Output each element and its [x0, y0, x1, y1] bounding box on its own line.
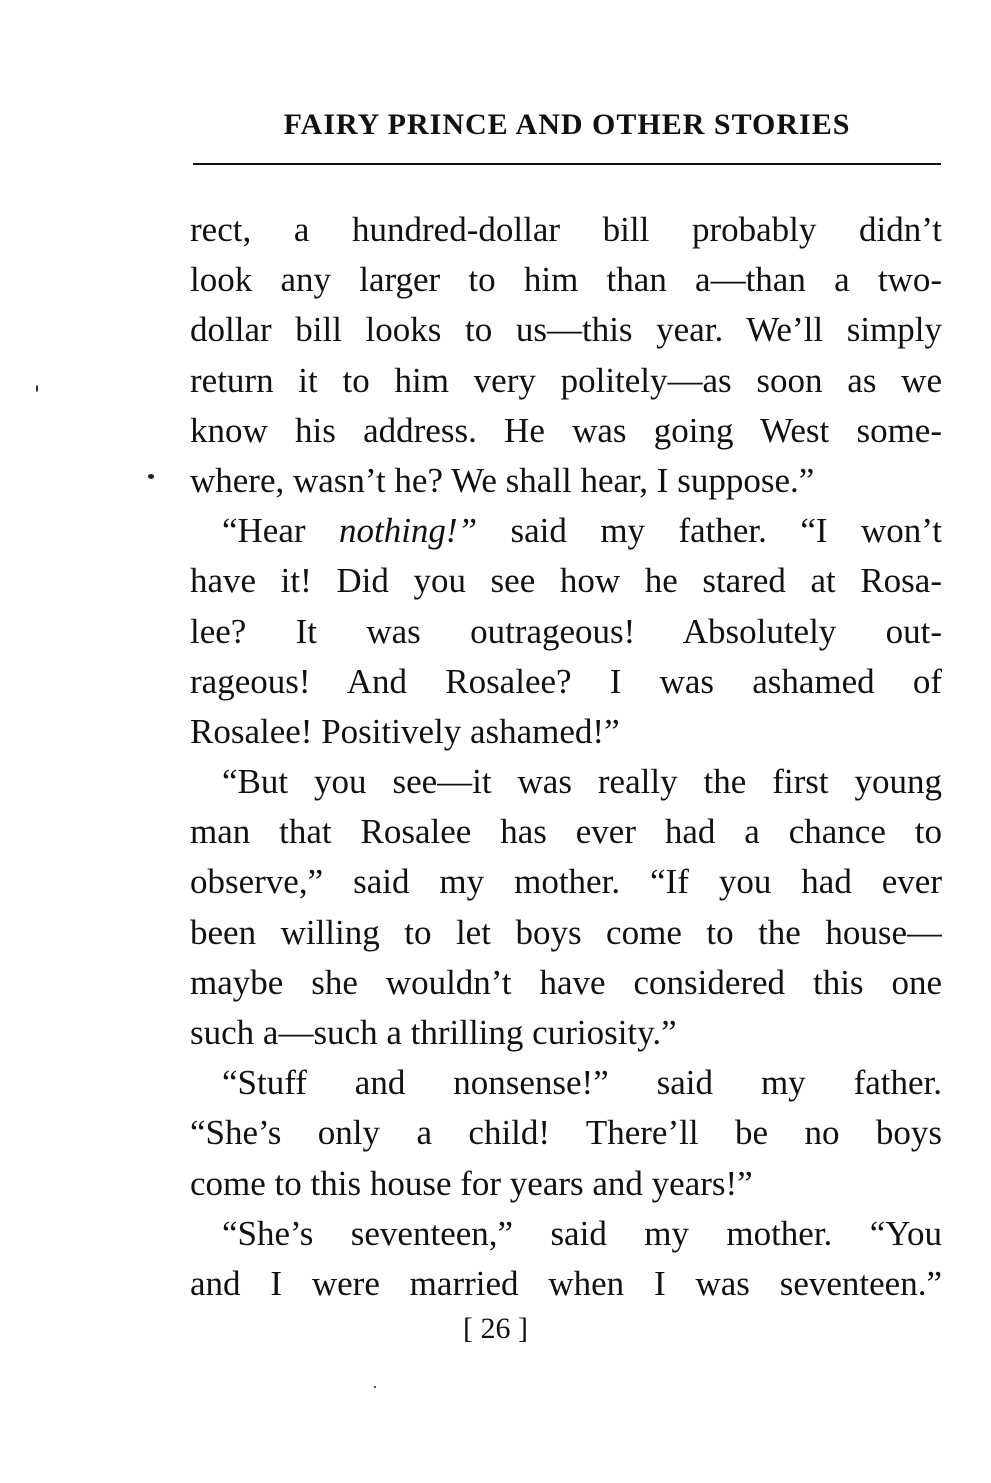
text-line: rageous! And Rosalee? I was ashamed of: [190, 661, 942, 701]
scan-speck: [148, 474, 154, 479]
text-line: know his address. He was going West some-: [190, 410, 942, 450]
text-line: dollar bill looks to us—this year. We’ll simply: [190, 310, 942, 350]
text-line: maybe she wouldn’t have considered this one: [190, 962, 942, 1002]
text-line: return it to him very politely—as soon as we: [190, 360, 942, 400]
text-line: “She’s only a child! There’ll be no boys: [190, 1113, 942, 1153]
text-line: lee? It was outrageous! Absolutely out-: [190, 611, 942, 651]
text-line: “She’s seventeen,” said my mother. “You: [222, 1213, 942, 1253]
header-rule: [193, 163, 941, 165]
text-line: been willing to let boys come to the house—: [190, 912, 942, 952]
emphasis: nothing!”: [338, 511, 478, 551]
scan-speck: [36, 385, 38, 392]
text-line: Rosalee! Positively ashamed!”: [190, 711, 620, 751]
text-line: “Stuff and nonsense!” said my father.: [222, 1063, 942, 1103]
text-line: and I were married when I was seventeen.”: [190, 1263, 942, 1303]
running-header: FAIRY PRINCE AND OTHER STORIES: [283, 108, 851, 141]
text-line: observe,” said my mother. “If you had ever: [190, 862, 942, 902]
text-line: come to this house for years and years!”: [190, 1163, 753, 1203]
text-line: “But you see—it was really the first young: [222, 762, 942, 802]
text-line: look any larger to him than a—than a two-: [190, 260, 942, 300]
text-line: where, wasn’t he? We shall hear, I suppose.”: [190, 460, 815, 500]
scan-speck: [374, 1386, 376, 1388]
text-line: such a—such a thrilling curiosity.”: [190, 1013, 677, 1052]
text-line: man that Rosalee has ever had a chance to: [190, 812, 942, 852]
page-number: [ 26 ]: [463, 1312, 528, 1345]
text-line: “Hear nothing!” said my father. “I won’t: [222, 511, 942, 551]
text-line: rect, a hundred-dollar bill probably didn’t: [190, 210, 942, 249]
text-line: have it! Did you see how he stared at Rosa-: [190, 561, 942, 601]
body-text: [190, 205, 942, 1309]
